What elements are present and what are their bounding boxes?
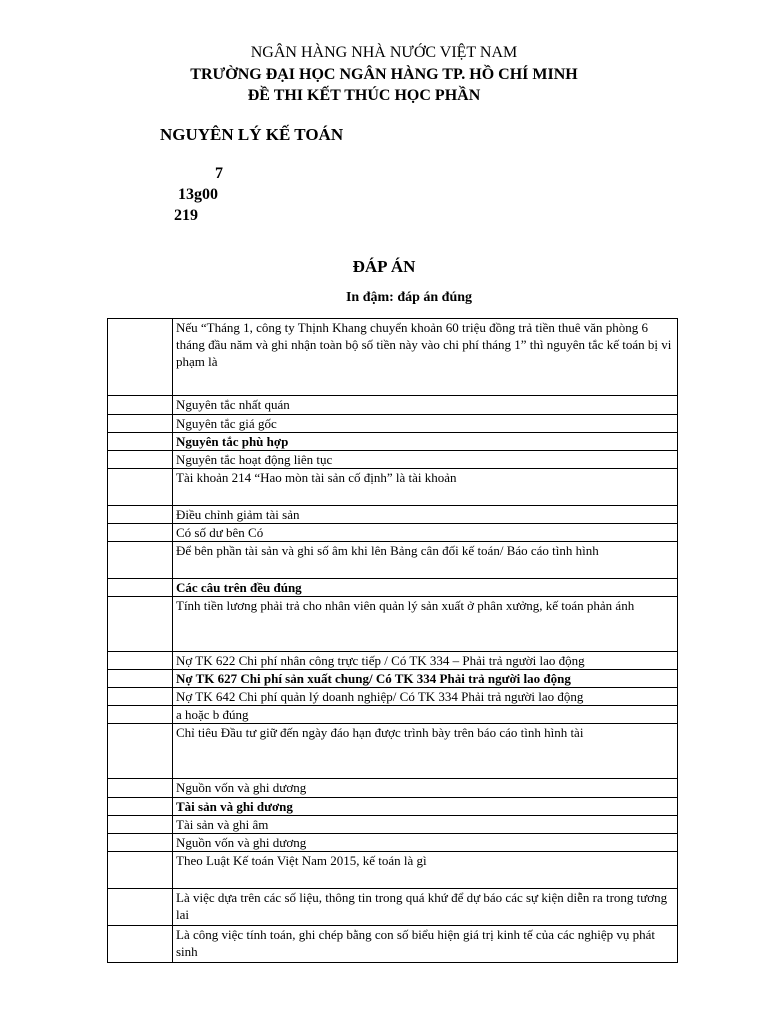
row-text-cell: Nợ TK 627 Chi phí sản xuất chung/ Có TK 334 Phải trả người lao động [173, 670, 678, 688]
table-row [108, 779, 678, 798]
row-text-cell: Tính tiền lương phải trả cho nhân viên quản lý sản xuất ở phân xưởng, kế toán phản ánh [173, 597, 678, 652]
meta-value-c: 219 [174, 207, 198, 224]
row-number-cell [108, 816, 173, 834]
row-number-cell [108, 319, 173, 396]
table-row [108, 579, 678, 597]
table-row [108, 688, 678, 706]
row-number-cell [108, 579, 173, 597]
row-text-cell: Các câu trên đều đúng [173, 579, 678, 597]
row-number-cell [108, 670, 173, 688]
row-number-cell [108, 542, 173, 579]
table-row [108, 816, 678, 834]
table-row [108, 319, 678, 396]
table-row [108, 396, 678, 415]
header-line-1: NGÂN HÀNG NHÀ NƯỚC VIỆT NAM [250, 44, 518, 61]
row-text-cell: Tài khoản 214 “Hao mòn tài sản cố định” là tài khoản [173, 469, 678, 506]
header-line-2: TRƯỜNG ĐẠI HỌC NGÂN HÀNG TP. HỒ CHÍ MINH [190, 66, 578, 83]
table-row [108, 670, 678, 688]
row-number-cell [108, 834, 173, 852]
meta-value-a: 7 [215, 165, 223, 182]
table-row [108, 889, 678, 926]
table-row [108, 798, 678, 816]
row-number-cell [108, 852, 173, 889]
table-row [108, 652, 678, 670]
table-row [108, 415, 678, 433]
row-number-cell [108, 889, 173, 926]
row-text-cell: Điều chỉnh giảm tài sản [173, 506, 678, 524]
legend: In đậm: đáp án đúng [345, 290, 473, 305]
row-number-cell [108, 524, 173, 542]
row-text-cell: Nguồn vốn và ghi dương [173, 834, 678, 852]
row-number-cell [108, 451, 173, 469]
row-number-cell [108, 433, 173, 451]
table-row [108, 926, 678, 963]
answer-title: ĐÁP ÁN [352, 257, 416, 276]
row-text-cell: Nợ TK 622 Chi phí nhân công trực tiếp / Có TK 334 – Phải trả người lao động [173, 652, 678, 670]
row-text-cell: Chỉ tiêu Đầu tư giữ đến ngày đáo hạn được trình bày trên báo cáo tình hình tài [173, 724, 678, 779]
subject-title: NGUYÊN LÝ KẾ TOÁN [160, 125, 344, 144]
table-row [108, 852, 678, 889]
row-text-cell: Theo Luật Kế toán Việt Nam 2015, kế toán là gì [173, 852, 678, 889]
row-text-cell: Có số dư bên Có [173, 524, 678, 542]
row-number-cell [108, 652, 173, 670]
row-number-cell [108, 597, 173, 652]
row-text-cell: Tài sản và ghi âm [173, 816, 678, 834]
row-text-cell: Là công việc tính toán, ghi chép bằng con số biểu hiện giá trị kinh tế của các nghiệp vụ phát sinh [173, 926, 678, 963]
table-row [108, 597, 678, 652]
row-text-cell: Là việc dựa trên các số liệu, thông tin trong quá khứ để dự báo các sự kiện diễn ra trong tương lai [173, 889, 678, 926]
row-text-cell: Nợ TK 642 Chi phí quản lý doanh nghiệp/ Có TK 334 Phải trả người lao động [173, 688, 678, 706]
row-number-cell [108, 469, 173, 506]
row-number-cell [108, 396, 173, 415]
table-row [108, 542, 678, 579]
row-text-cell: Nguyên tắc phù hợp [173, 433, 678, 451]
row-number-cell [108, 506, 173, 524]
header-line-3: ĐỀ THI KẾT THÚC HỌC PHẦN [247, 87, 481, 104]
table-row [108, 834, 678, 852]
row-number-cell [108, 798, 173, 816]
table-row [108, 506, 678, 524]
table-row [108, 724, 678, 779]
meta-value-b: 13g00 [178, 186, 218, 203]
answer-table [107, 318, 678, 963]
row-text-cell: Nguồn vốn và ghi dương [173, 779, 678, 798]
row-number-cell [108, 688, 173, 706]
table-row [108, 433, 678, 451]
table-row [108, 706, 678, 724]
row-number-cell [108, 724, 173, 779]
row-text-cell: Nguyên tắc nhất quán [173, 396, 678, 415]
row-number-cell [108, 926, 173, 963]
row-text-cell: Để bên phần tài sản và ghi số âm khi lên Bảng cân đối kế toán/ Báo cáo tình hình [173, 542, 678, 579]
row-text-cell: Tài sản và ghi dương [173, 798, 678, 816]
table-row [108, 469, 678, 506]
row-number-cell [108, 706, 173, 724]
row-text-cell: a hoặc b đúng [173, 706, 678, 724]
table-row [108, 451, 678, 469]
row-text-cell: Nguyên tắc hoạt động liên tục [173, 451, 678, 469]
row-text-cell: Nguyên tắc giá gốc [173, 415, 678, 433]
row-number-cell [108, 415, 173, 433]
row-text-cell: Nếu “Tháng 1, công ty Thịnh Khang chuyển khoản 60 triệu đồng trả tiền thuê văn phòng 6 tháng đầu năm và ghi nhận toàn bộ số tiền này vào chi phí tháng 1” thì nguyên tắc kế toán bị vi phạm là [173, 319, 678, 396]
row-number-cell [108, 779, 173, 798]
table-row [108, 524, 678, 542]
